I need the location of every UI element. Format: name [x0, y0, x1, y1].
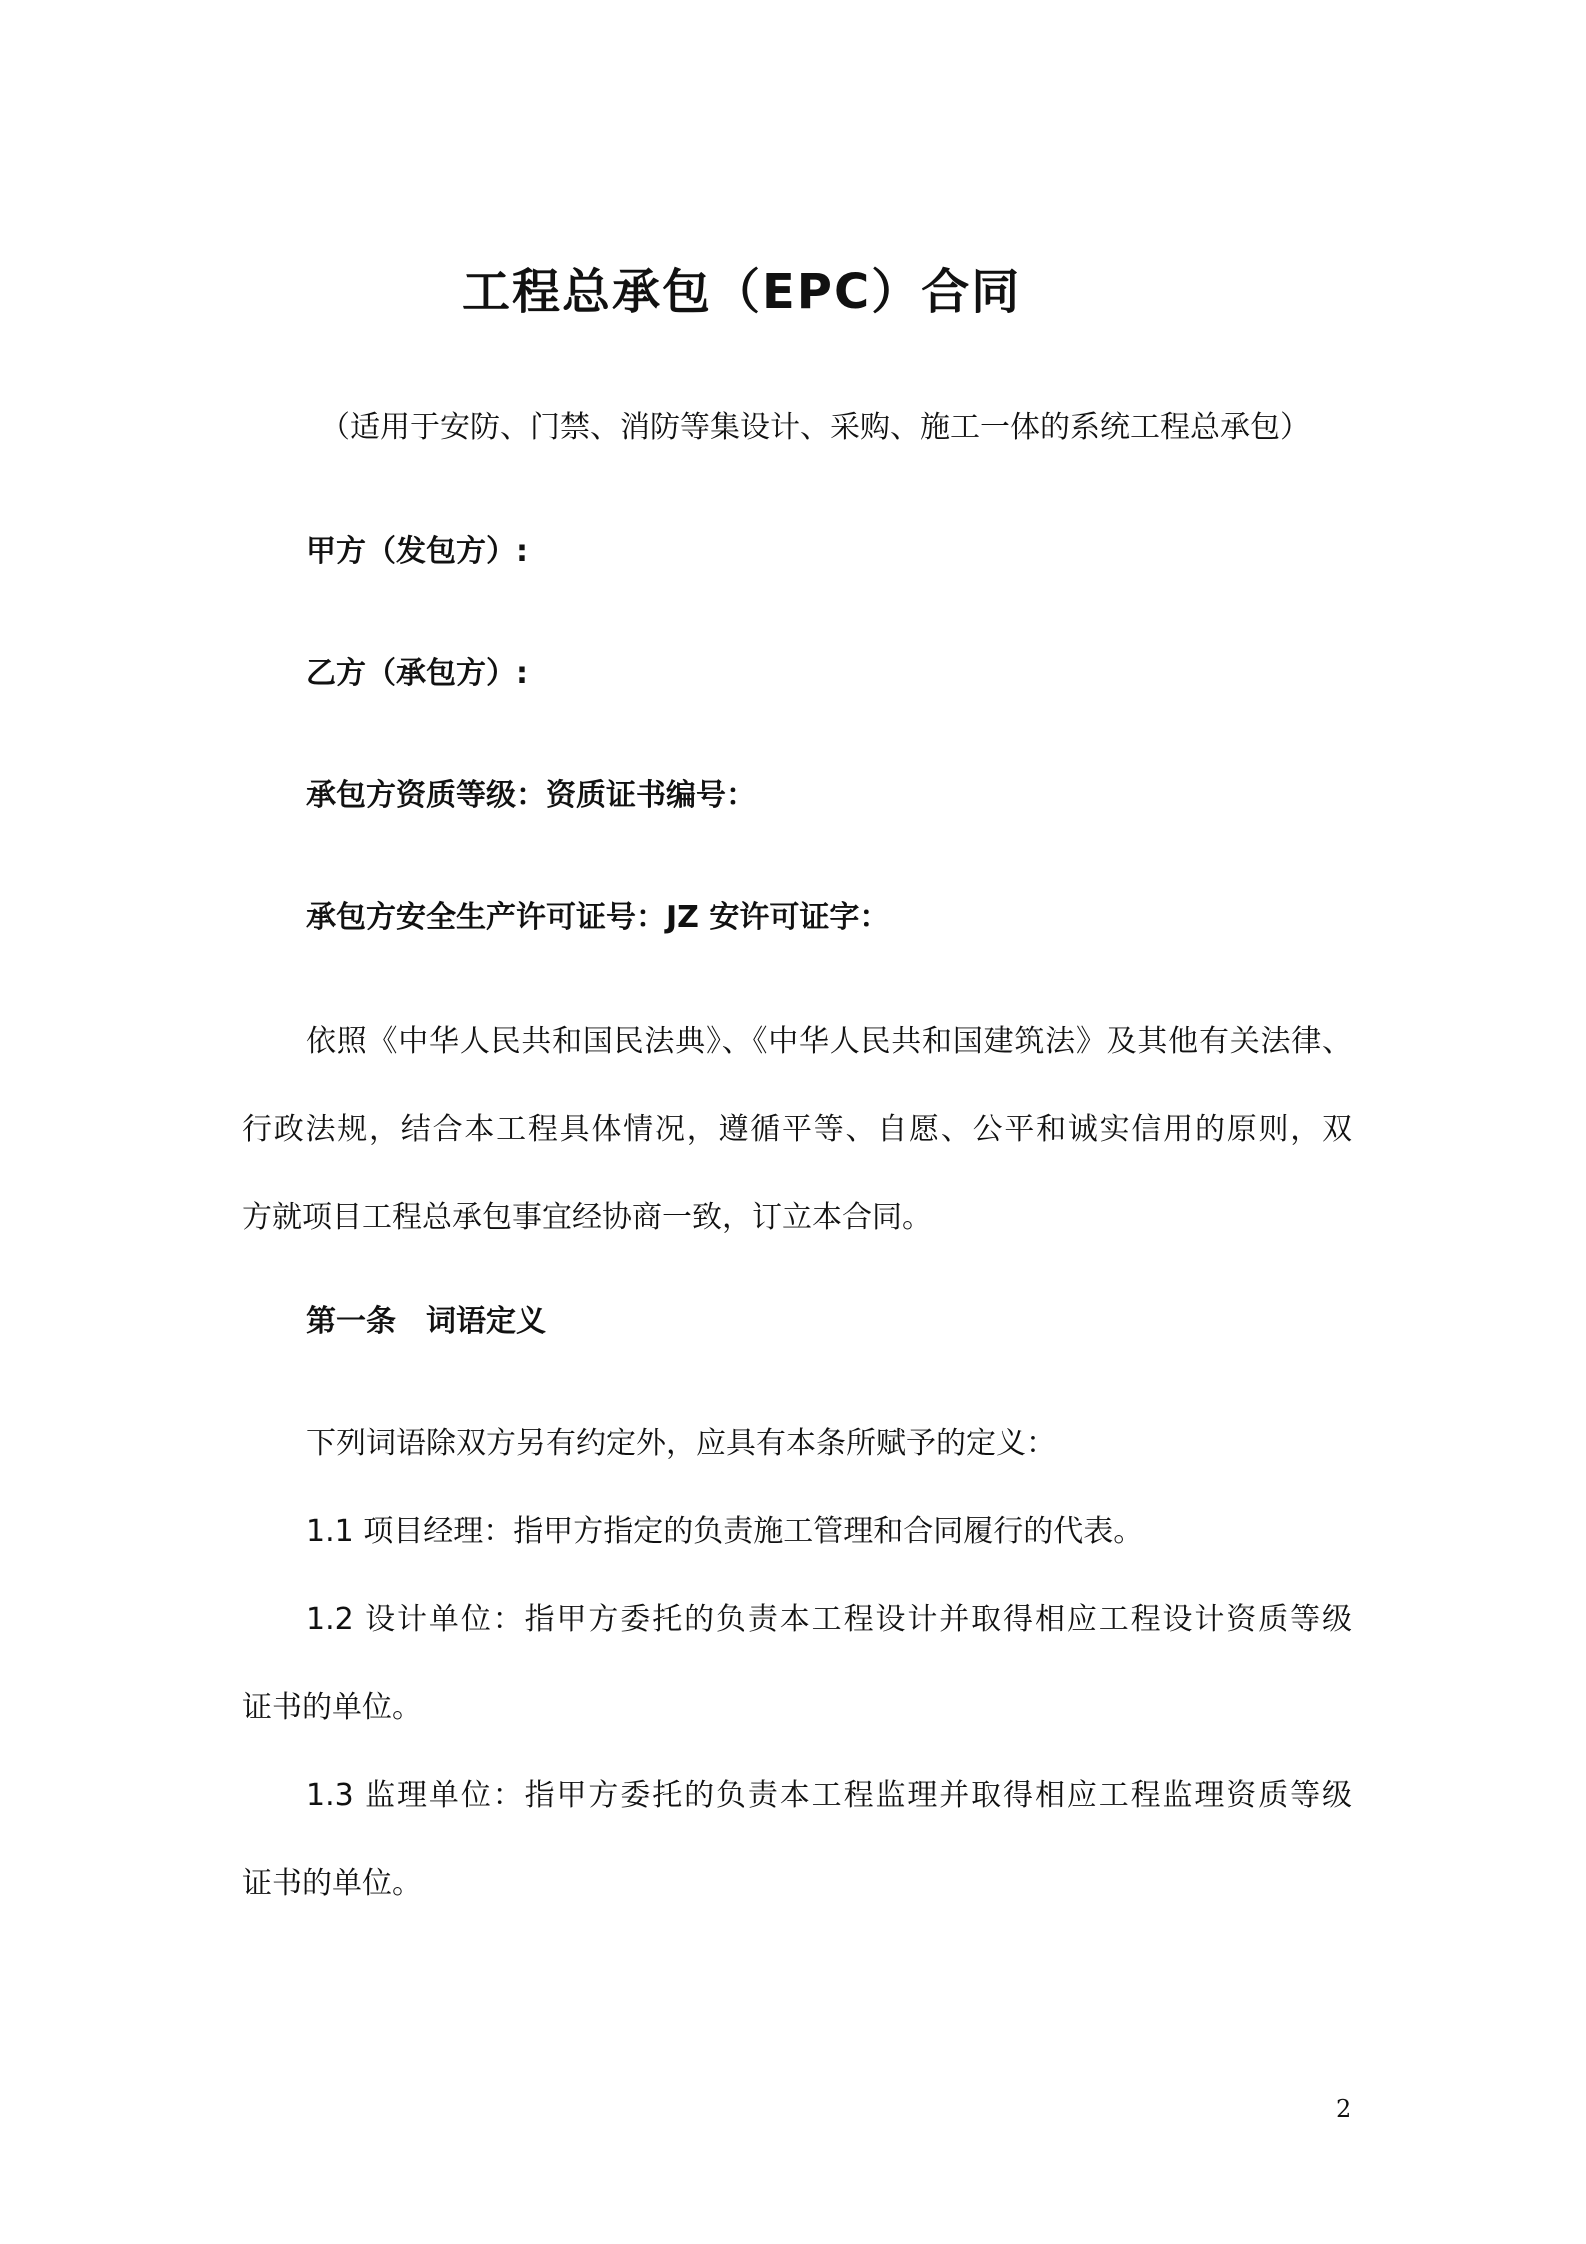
preamble-line-2: 行政法规，结合本工程具体情况，遵循平等、自愿、公平和诚实信用的原则，双	[242, 1112, 1352, 1147]
party-b-label: 乙方（承包方）:	[306, 656, 528, 691]
definition-item-1-2-line-1: 1.2 设计单位：指甲方委托的负责本工程设计并取得相应工程设计资质等级	[306, 1602, 1352, 1637]
subtitle: （适用于安防、门禁、消防等集设计、采购、施工一体的系统工程总承包）	[320, 410, 1310, 445]
definition-item-1-1: 1.1 项目经理：指甲方指定的负责施工管理和合同履行的代表。	[306, 1514, 1144, 1549]
definition-item-1-2-line-2: 证书的单位。	[242, 1690, 422, 1725]
preamble-line-3: 方就项目工程总承包事宜经协商一致，订立本合同。	[242, 1200, 932, 1235]
page-number: 2	[1336, 2095, 1352, 2123]
page-title: 工程总承包（EPC）合同	[462, 264, 1022, 320]
safety-license-label: 承包方安全生产许可证号：JZ 安许可证字：	[306, 900, 890, 935]
definition-item-1-3-line-2: 证书的单位。	[242, 1866, 422, 1901]
article-1-heading: 第一条 词语定义	[306, 1304, 546, 1339]
preamble-line-1: 依照《中华人民共和国民法典》、《中华人民共和国建筑法》及其他有关法律、	[306, 1024, 1352, 1059]
qualification-label: 承包方资质等级：资质证书编号：	[306, 778, 756, 813]
article-1-intro: 下列词语除双方另有约定外，应具有本条所赋予的定义：	[306, 1426, 1056, 1461]
definition-item-1-3-line-1: 1.3 监理单位：指甲方委托的负责本工程监理并取得相应工程监理资质等级	[306, 1778, 1352, 1813]
party-a-label: 甲方（发包方）:	[306, 534, 528, 569]
